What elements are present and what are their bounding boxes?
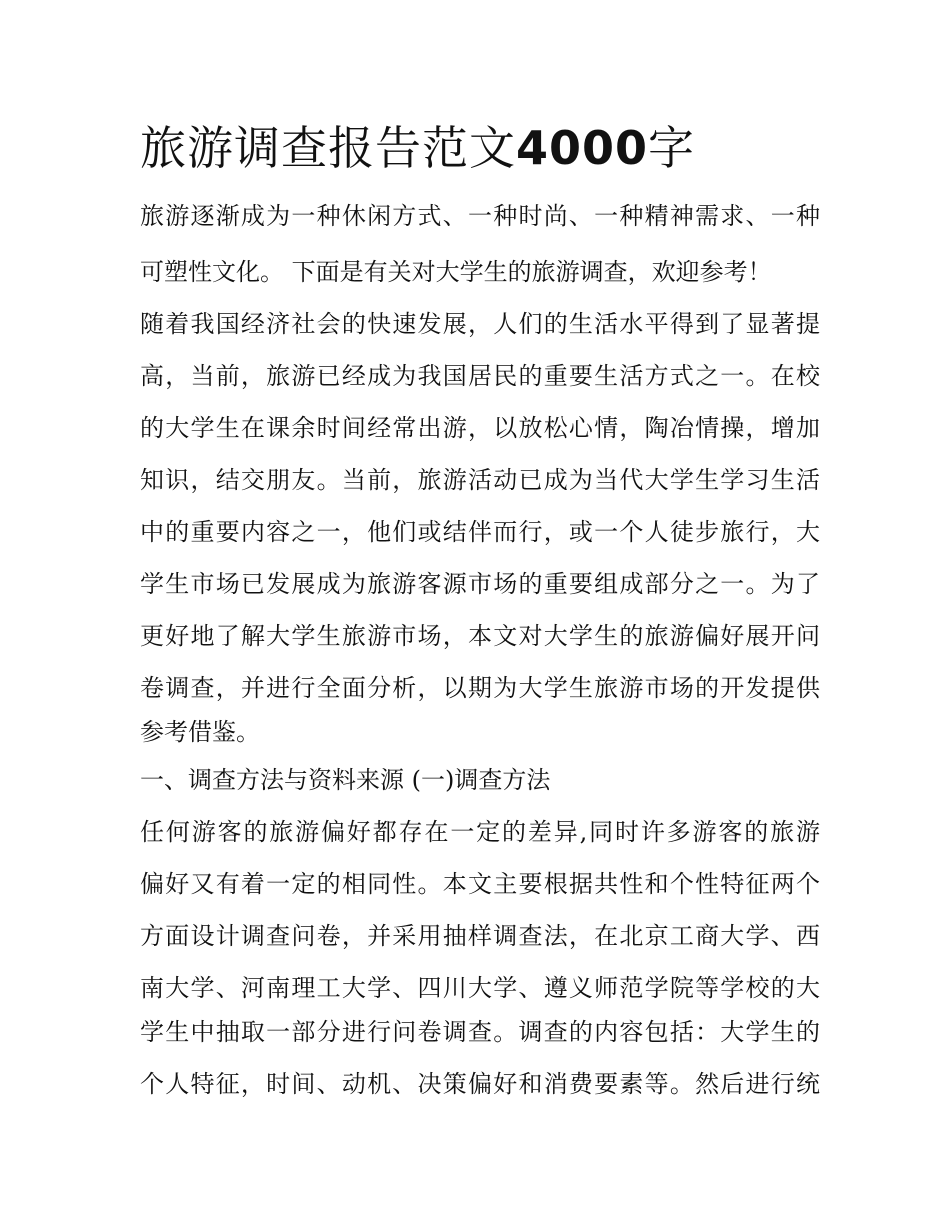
body-line: 高，当前，旅游已经成为我国居民的重要生活方式之一。在校: [140, 362, 820, 390]
body-line: 中的重要内容之一，他们或结伴而行，或一个人徒步旅行，大: [140, 518, 820, 546]
body-line: 知识，结交朋友。当前，旅游活动已成为当代大学生学习生活: [140, 466, 820, 494]
body-line: 卷调查，并进行全面分析，以期为大学生旅游市场的开发提供: [140, 674, 820, 702]
body-line: 更好地了解大学生旅游市场，本文对大学生的旅游偏好展开问: [140, 622, 820, 650]
title-suffix: 字: [648, 121, 696, 175]
body-line: 旅游逐渐成为一种休闲方式、一种时尚、一种精神需求、一种: [140, 202, 820, 230]
body-line: 学生中抽取一部分进行问卷调查。调查的内容包括：大学生的: [140, 1018, 820, 1046]
body-line: 学生市场已发展成为旅游客源市场的重要组成部分之一。为了: [140, 570, 820, 598]
title-prefix: 旅游调查报告范文: [140, 121, 516, 175]
body-line: 的大学生在课余时间经常出游，以放松心情，陶冶情操，增加: [140, 414, 820, 442]
section-heading: 一、调查方法与资料来源 (一)调查方法: [140, 766, 551, 794]
body-line: 个人特征，时间、动机、决策偏好和消费要素等。然后进行统: [140, 1070, 820, 1098]
body-line: 偏好又有着一定的相同性。本文主要根据共性和个性特征两个: [140, 870, 820, 898]
body-line: 参考借鉴。: [140, 718, 260, 746]
body-line: 任何游客的旅游偏好都存在一定的差异,同时许多游客的旅游: [140, 818, 820, 846]
body-line: 随着我国经济社会的快速发展，人们的生活水平得到了显著提: [140, 310, 820, 338]
body-line: 南大学、河南理工大学、四川大学、遵义师范学院等学校的大: [140, 974, 820, 1002]
document-title: [140, 118, 820, 178]
body-line: 方面设计调查问卷，并采用抽样调查法，在北京工商大学、西: [140, 922, 820, 950]
title-number: 4000: [516, 121, 649, 175]
body-line: 可塑性文化。 下面是有关对大学生的旅游调查，欢迎参考！: [140, 258, 772, 286]
